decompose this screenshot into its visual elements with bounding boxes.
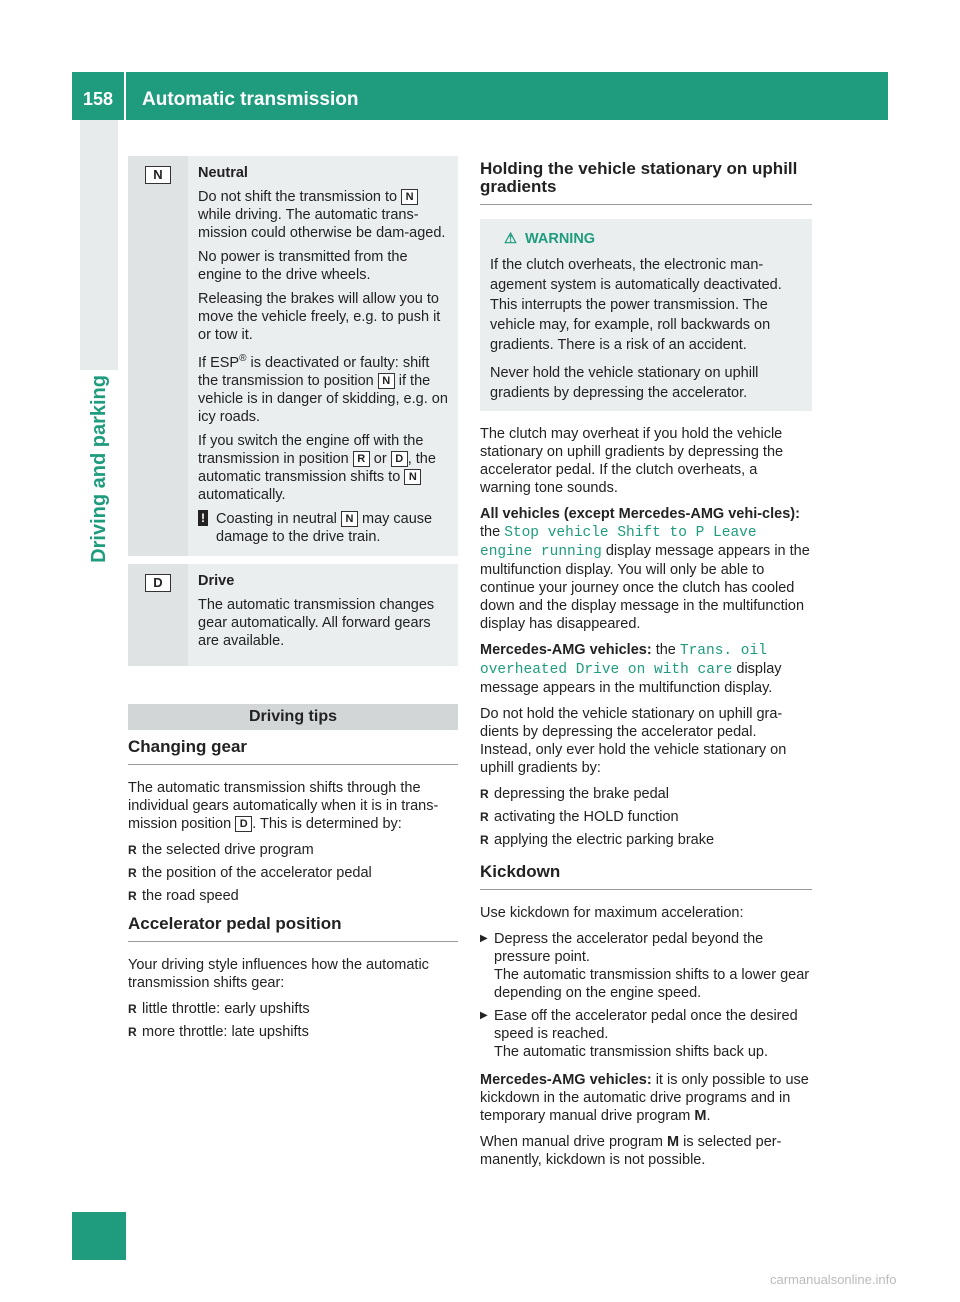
gear-row-neutral: N Neutral Do not shift the transmission to N while driving. The automatic trans-mission could otherwise be dam-aged. No power is transmitted from the engine to the drive wheels. Releasing the brakes will allow you to move the vehicle freely, e.g. to push it or tow it. If ESP® is deactivated or faulty: shift the transmission to position N if the vehicle is in danger of skidding, e.g. on icy roads. If you switch the engine off with the transmission in position R or D , the automatic transmission shifts to N automatically. ! Coasting in neutral N may cause damage to the drive train. xyxy=(128,156,458,556)
list-item: R the road speed xyxy=(128,887,458,905)
page-title: Automatic transmission xyxy=(142,89,359,110)
section-marker xyxy=(72,1212,126,1260)
sidebar-strip xyxy=(80,120,118,370)
right-column: Holding the vehicle stationary on uphill gradients ⚠ WARNING If the clutch overheats, the electronic man-agement system is automatically deactivated. This interrupts the power transmission. The vehicle may, for example, roll backwards on gradients. There is a risk of an accident. Never hold the vehicle stationary on uphill gradients by depressing the accelerator. The clutch may overheat if you hold the vehicle stationary on uphill gradients by depressing the accelerator pedal. If the clutch overheats, a warning tone sounds. All vehicles (except Mercedes-AMG vehi-cles): the Stop vehicle Shift to P Leave engine running display message appears in the multifunction display. You will only be able to continue your journey once the clutch has cooled down and the display message in the multifunction display has disappeared. Mercedes-AMG vehicles: the Trans. oil overheated Drive on with care display message appears in the multifunction display. Do not hold the vehicle stationary on uphill gra-dients by depressing the accelerator pedal. Instead, only ever hold the vehicle stationary on uphill gradients by: R depressing the brake pedal R activating the HOLD function R applying the electric parking brake Kickdown Use kickdown for maximum acceleration: ▶ Depress the accelerator pedal beyond the pressure point. The automatic transmission shifts to a lower gear depending on the engine speed. ▶ Ease off the accelerator pedal once the desired speed is reached. The automatic transmission shifts back up. Mercedes-AMG vehicles: it is only possible to use kickdown in the automatic drive programs and in temporary manual drive program M. When manual drive program M is selected per-manently, kickdown is not possible. xyxy=(480,152,812,1177)
step-item: ▶ Depress the accelerator pedal beyond the pressure point. The automatic transmission shifts to a lower gear depending on the engine speed. xyxy=(480,930,812,1002)
heading-kickdown: Kickdown xyxy=(480,863,812,890)
left-column: N Neutral Do not shift the transmission to N while driving. The automatic trans-mission could otherwise be dam-aged. No power is transmitted from the engine to the drive wheels. Releasing the brakes will allow you to move the vehicle freely, e.g. to push it or tow it. If ESP® is deactivated or faulty: shift the transmission to position N if the vehicle is in danger of skidding, e.g. on icy roads. If you switch the engine off with the transmission in position R or D , the automatic transmission shifts to N automatically. ! Coasting in neutral N may cause damage to the drive train. D Drive The automatic transmission changes gear automatically. All forward gears are available. Driving tips Changing gear The automatic transmission shifts through the individual gears automatically when it is in trans-mission position D . This is determined by: R the selected drive program R the position of the accelerator pedal R the road speed Accelerator pedal position Your driving style influences how the automatic transmission shifts gear: R little throttle: early upshifts R more throttle: late upshifts xyxy=(128,156,458,1051)
hold-list xyxy=(480,785,812,849)
gear-d-symbol: D xyxy=(145,574,171,592)
paragraph: Use kickdown for maximum acceleration: xyxy=(480,905,744,921)
warning-box xyxy=(480,219,812,411)
gear-title: Drive xyxy=(198,572,235,589)
list-item: R activating the HOLD function xyxy=(480,808,812,826)
paragraph: Your driving style influences how the automatic transmission shifts gear: xyxy=(128,956,429,991)
changing-list xyxy=(128,841,458,905)
note: ! Coasting in neutral N may cause damage to the drive train. xyxy=(198,510,452,546)
accel-list xyxy=(128,1000,458,1041)
section-sidebar: Driving and parking xyxy=(72,120,126,1258)
warning-title: ⚠ WARNING xyxy=(504,231,596,247)
list-item: R applying the electric parking brake xyxy=(480,831,812,849)
gear-text: Releasing the brakes will allow you to move the vehicle freely, e.g. to push it or tow it. xyxy=(198,291,441,343)
step-item: ▶ Ease off the accelerator pedal once the desired speed is reached. The automatic transmission shifts back up. xyxy=(480,1007,812,1061)
heading-accelerator: Accelerator pedal position xyxy=(128,915,458,942)
gear-text: The automatic transmission changes gear automatically. All forward gears are available. xyxy=(198,596,435,649)
list-item: R little throttle: early upshifts xyxy=(128,1000,458,1018)
list-item: R the selected drive program xyxy=(128,841,458,859)
gear-title: Neutral xyxy=(198,165,248,181)
gear-table xyxy=(128,156,458,666)
list-item: R depressing the brake pedal xyxy=(480,785,812,803)
page-number: 158 xyxy=(72,72,126,120)
warning-icon: ⚠ xyxy=(504,231,517,247)
gear-text: No power is transmitted from the engine to the drive wheels. xyxy=(198,249,408,283)
list-item: R more throttle: late upshifts xyxy=(128,1023,458,1041)
gear-row-drive xyxy=(128,564,458,666)
paragraph: Do not hold the vehicle stationary on uphill gra-dients by depressing the accelerator pedal. Instead, only ever hold the vehicle stationary on uphill gradients by: xyxy=(480,706,787,776)
display-message: Trans. oil overheated Drive on with care xyxy=(480,643,767,678)
watermark: carmanualsonline.info xyxy=(770,1272,897,1287)
kickdown-steps xyxy=(480,930,812,1061)
heading-changing-gear: Changing gear xyxy=(128,738,458,765)
section-banner: Driving tips xyxy=(128,704,458,730)
display-message: Stop vehicle Shift to P Leave engine running xyxy=(480,525,757,560)
warning-text: If the clutch overheats, the electronic man-agement system is automatically deactivated. This interrupts the power transmission. The vehicle may, for example, roll backwards on gradients. There is a risk of an accident. xyxy=(490,257,782,353)
warning-text: Never hold the vehicle stationary on uphill gradients by depressing the accelerator. xyxy=(490,365,759,401)
paragraph: The clutch may overheat if you hold the vehicle stationary on uphill gradients by depressing the accelerator pedal. If the clutch overheats, a warning tone sounds. xyxy=(480,426,784,496)
page-header xyxy=(72,72,888,120)
list-item: R the position of the accelerator pedal xyxy=(128,864,458,882)
heading-holding: Holding the vehicle stationary on uphill gradients xyxy=(480,160,812,205)
exclamation-icon: ! xyxy=(198,510,208,526)
gear-n-symbol: N xyxy=(145,166,171,184)
